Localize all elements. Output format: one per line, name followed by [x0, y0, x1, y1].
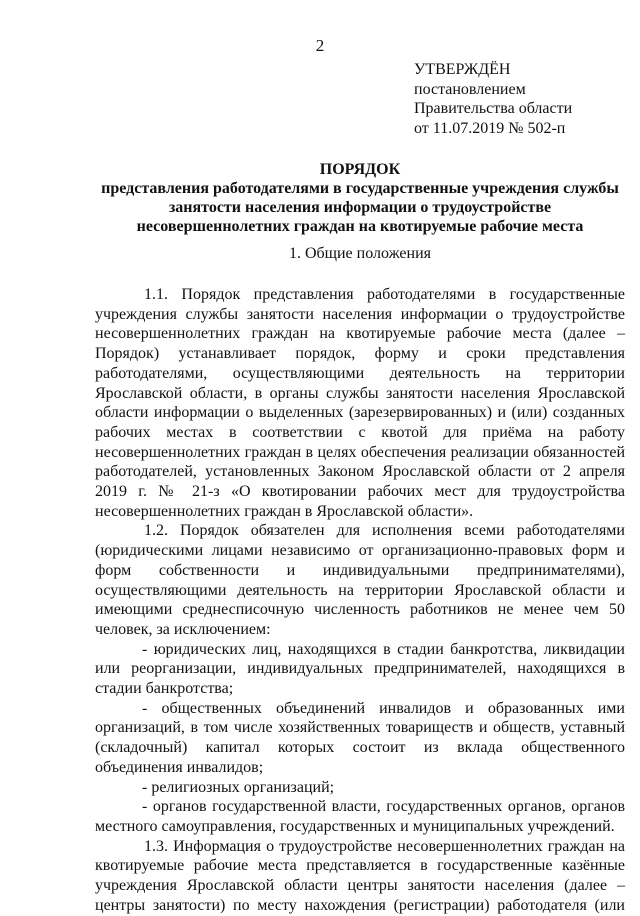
title-heading: ПОРЯДОК [319, 161, 401, 178]
exception-item: - общественных объединений инвалидов и образованных ими организаций, в том числе хозяйственных товариществ и обществ, уставный (складочный) капитал которых состоит из вклада общественного объединения инвалидов; [95, 699, 625, 776]
document-body [95, 285, 625, 916]
section-heading: 1. Общие положения [288, 245, 432, 262]
approval-line: Правительства области [414, 100, 573, 117]
page-number: 2 [315, 36, 325, 55]
exception-item: - юридических лиц, находящихся в стадии банкротства, ликвидации или реорганизации, индивидуальных предпринимателей, находящихся в стадии банкротства; [95, 640, 625, 698]
approval-line: УТВЕРЖДЁН [414, 61, 511, 78]
approval-stamp [414, 60, 572, 138]
title-line: представления работодателями в государственные учреждения службы [101, 180, 619, 197]
paragraph-1-3: 1.3. Информация о трудоустройстве несовершеннолетних граждан на квотируемые рабочие места представляется в государственные казённые учреждения Ярославской области центры занятости населения (далее – центры занятости) по месту нахождения (регистрации) работодателя (или [95, 837, 625, 914]
document-title [95, 160, 625, 236]
title-line: занятости населения информации о трудоустройстве [168, 199, 552, 216]
paragraph-1-2: 1.2. Порядок обязателен для исполнения всеми работодателями (юридическими лицами независимо от организационно-правовых форм и форм собственности и индивидуальными предпринимателями), осуществляющими деятельность на территории Ярославской области и имеющими среднесписочную численность работников не менее чем 50 человек, за исключением: [95, 522, 625, 638]
exception-item: - органов государственной власти, государственных органов, органов местного самоуправления, государственных и муниципальных учреждений. [95, 798, 625, 835]
approval-line: от 11.07.2019 № 502-п [414, 119, 566, 137]
exception-item: - религиозных организаций; [142, 778, 335, 796]
approval-line: постановлением [414, 80, 526, 98]
title-line: несовершеннолетних граждан на квотируемые рабочие места [136, 218, 584, 235]
paragraph-1-1: 1.1. Порядок представления работодателями в государственные учреждения службы занятости населения информации о трудоустройстве несовершеннолетних граждан на квотируемые рабочие места (далее – Порядок) устанавливает порядок, форму и сроки представления работодателями, осуществляющими деятельность на территории Ярославской области, в органы службы занятости населения Ярославской области информации о выделенных (зарезервированных) и (или) созданных рабочих местах в соответствии с квотой для приёма на работу несовершеннолетних граждан в целях обеспечения реализации обязанностей работодателей, установленных Законом Ярославской области от 2 апреля 2019 г. № 21-з «О квотировании рабочих мест для трудоустройства несовершеннолетних граждан в Ярославской области». [95, 286, 625, 520]
